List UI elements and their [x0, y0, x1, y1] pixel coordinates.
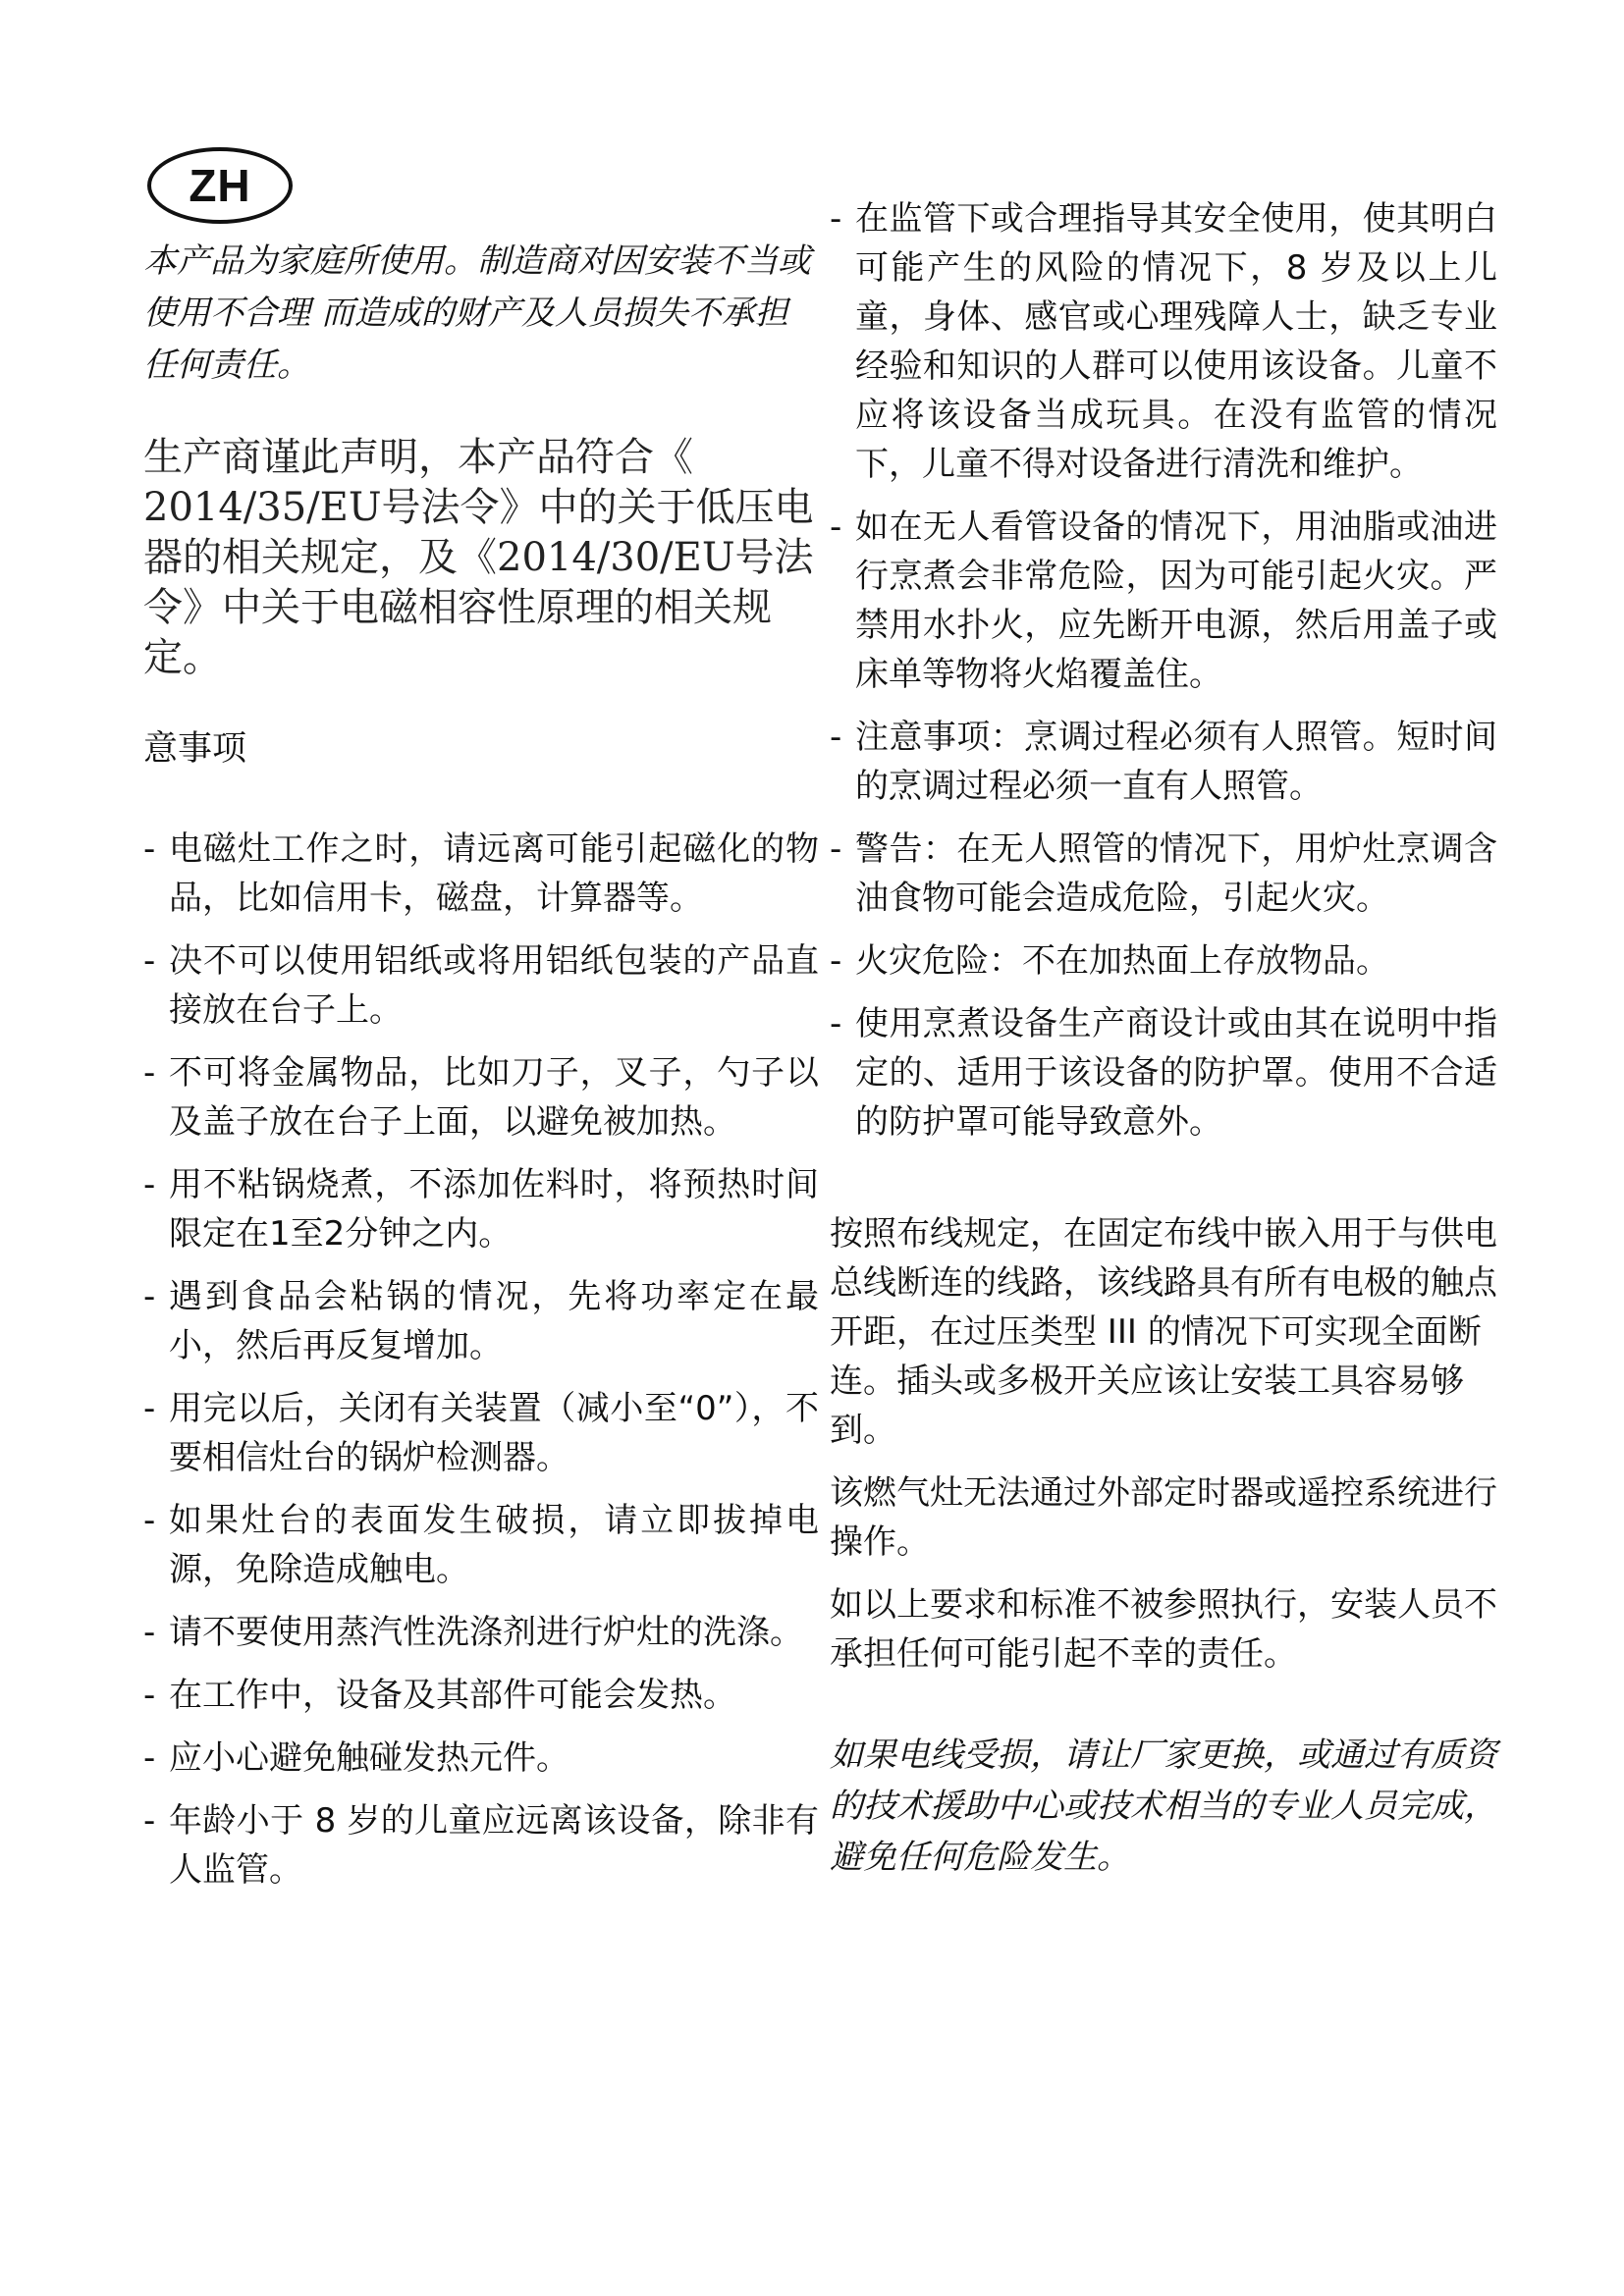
- list-item: - 年龄小于 8 岁的儿童应远离该设备，除非有人监管。: [143, 1796, 819, 1895]
- list-item: - 用完以后，关闭有关装置（减小至“0”），不要相信灶台的锅炉检测器。: [143, 1384, 819, 1482]
- list-item: - 使用烹煮设备生产商设计或由其在说明中指定的、适用于该设备的防护罩。使用不合适的防护罩可能导致意外。: [830, 999, 1497, 1147]
- list-item: - 如果灶台的表面发生破损，请立即拔掉电源，免除造成触电。: [143, 1496, 819, 1594]
- left-column: [143, 236, 819, 1895]
- section-title: 意事项: [143, 729, 247, 769]
- precautions-list: [143, 825, 819, 1895]
- list-item: - 不可将金属物品，比如刀子，叉子，勺子以及盖子放在台子上面，以避免被加热。: [143, 1048, 819, 1147]
- list-item: - 如在无人看管设备的情况下，用油脂或油进行烹煮会非常危险，因为可能引起火灾。严禁用水扑火，应先断开电源，然后用盖子或床单等物将火焰覆盖住。: [830, 503, 1497, 699]
- cable-note: 如果电线受损，请让厂家更换，或通过有质资的技术援助中心或技术相当的专业人员完成，避免任何危险发生。: [830, 1735, 1497, 1877]
- list-item: - 注意事项：烹调过程必须有人照管。短时间的烹调过程必须一直有人照管。: [830, 713, 1497, 811]
- list-item: - 在工作中，设备及其部件可能会发热。: [143, 1671, 819, 1720]
- list-item: - 警告：在无人照管的情况下，用炉灶烹调含油食物可能会造成危险，引起火灾。: [830, 825, 1497, 923]
- list-item: - 决不可以使用铝纸或将用铝纸包装的产品直接放在台子上。: [143, 936, 819, 1035]
- safety-list: [830, 194, 1497, 1147]
- list-item: - 应小心避免触碰发热元件。: [143, 1734, 819, 1783]
- liability-paragraph: 如以上要求和标准不被参照执行，安装人员不承担任何可能引起不幸的责任。: [830, 1585, 1497, 1674]
- language-badge: ZH: [147, 147, 293, 224]
- list-item: - 遇到食品会粘锅的情况，先将功率定在最小，然后再反复增加。: [143, 1272, 819, 1370]
- list-item: - 请不要使用蒸汽性洗涤剂进行炉灶的洗涤。: [143, 1608, 819, 1657]
- list-item: - 在监管下或合理指导其安全使用，使其明白可能产生的风险的情况下，8 岁及以上儿童，身体、感官或心理残障人士，缺乏专业经验和知识的人群可以使用该设备。儿童不应将该设备当成玩具。在没有监管的情况下，儿童不得对设备进行清洗和维护。: [830, 194, 1497, 489]
- timer-paragraph: 该燃气灶无法通过外部定时器或遥控系统进行操作。: [830, 1473, 1497, 1562]
- list-item: - 火灾危险：不在加热面上存放物品。: [830, 936, 1497, 986]
- list-item: - 用不粘锅烧煮，不添加佐料时，将预热时间限定在1至2分钟之内。: [143, 1160, 819, 1258]
- list-item: - 电磁灶工作之时，请远离可能引起磁化的物品，比如信用卡，磁盘，计算器等。: [143, 825, 819, 923]
- disclaimer-text: 本产品为家庭所使用。制造商对因安装不当或使用不合理 而造成的财产及人员损失不承担任何责任。: [143, 241, 811, 385]
- right-column: [830, 194, 1497, 1883]
- conformity-declaration: 生产商谨此声明，本产品符合《 2014/35/EU号法令》中的关于低压电器的相关规定，及《2014/30/EU号法令》中关于电磁相容性原理的相关规定。: [143, 435, 814, 680]
- wiring-paragraph: 按照布线规定，在固定布线中嵌入用于与供电总线断连的线路，该线路具有所有电极的触点开距，在过压类型 III 的情况下可实现全面断连。插头或多极开关应该让安装工具容易够到。: [830, 1214, 1497, 1450]
